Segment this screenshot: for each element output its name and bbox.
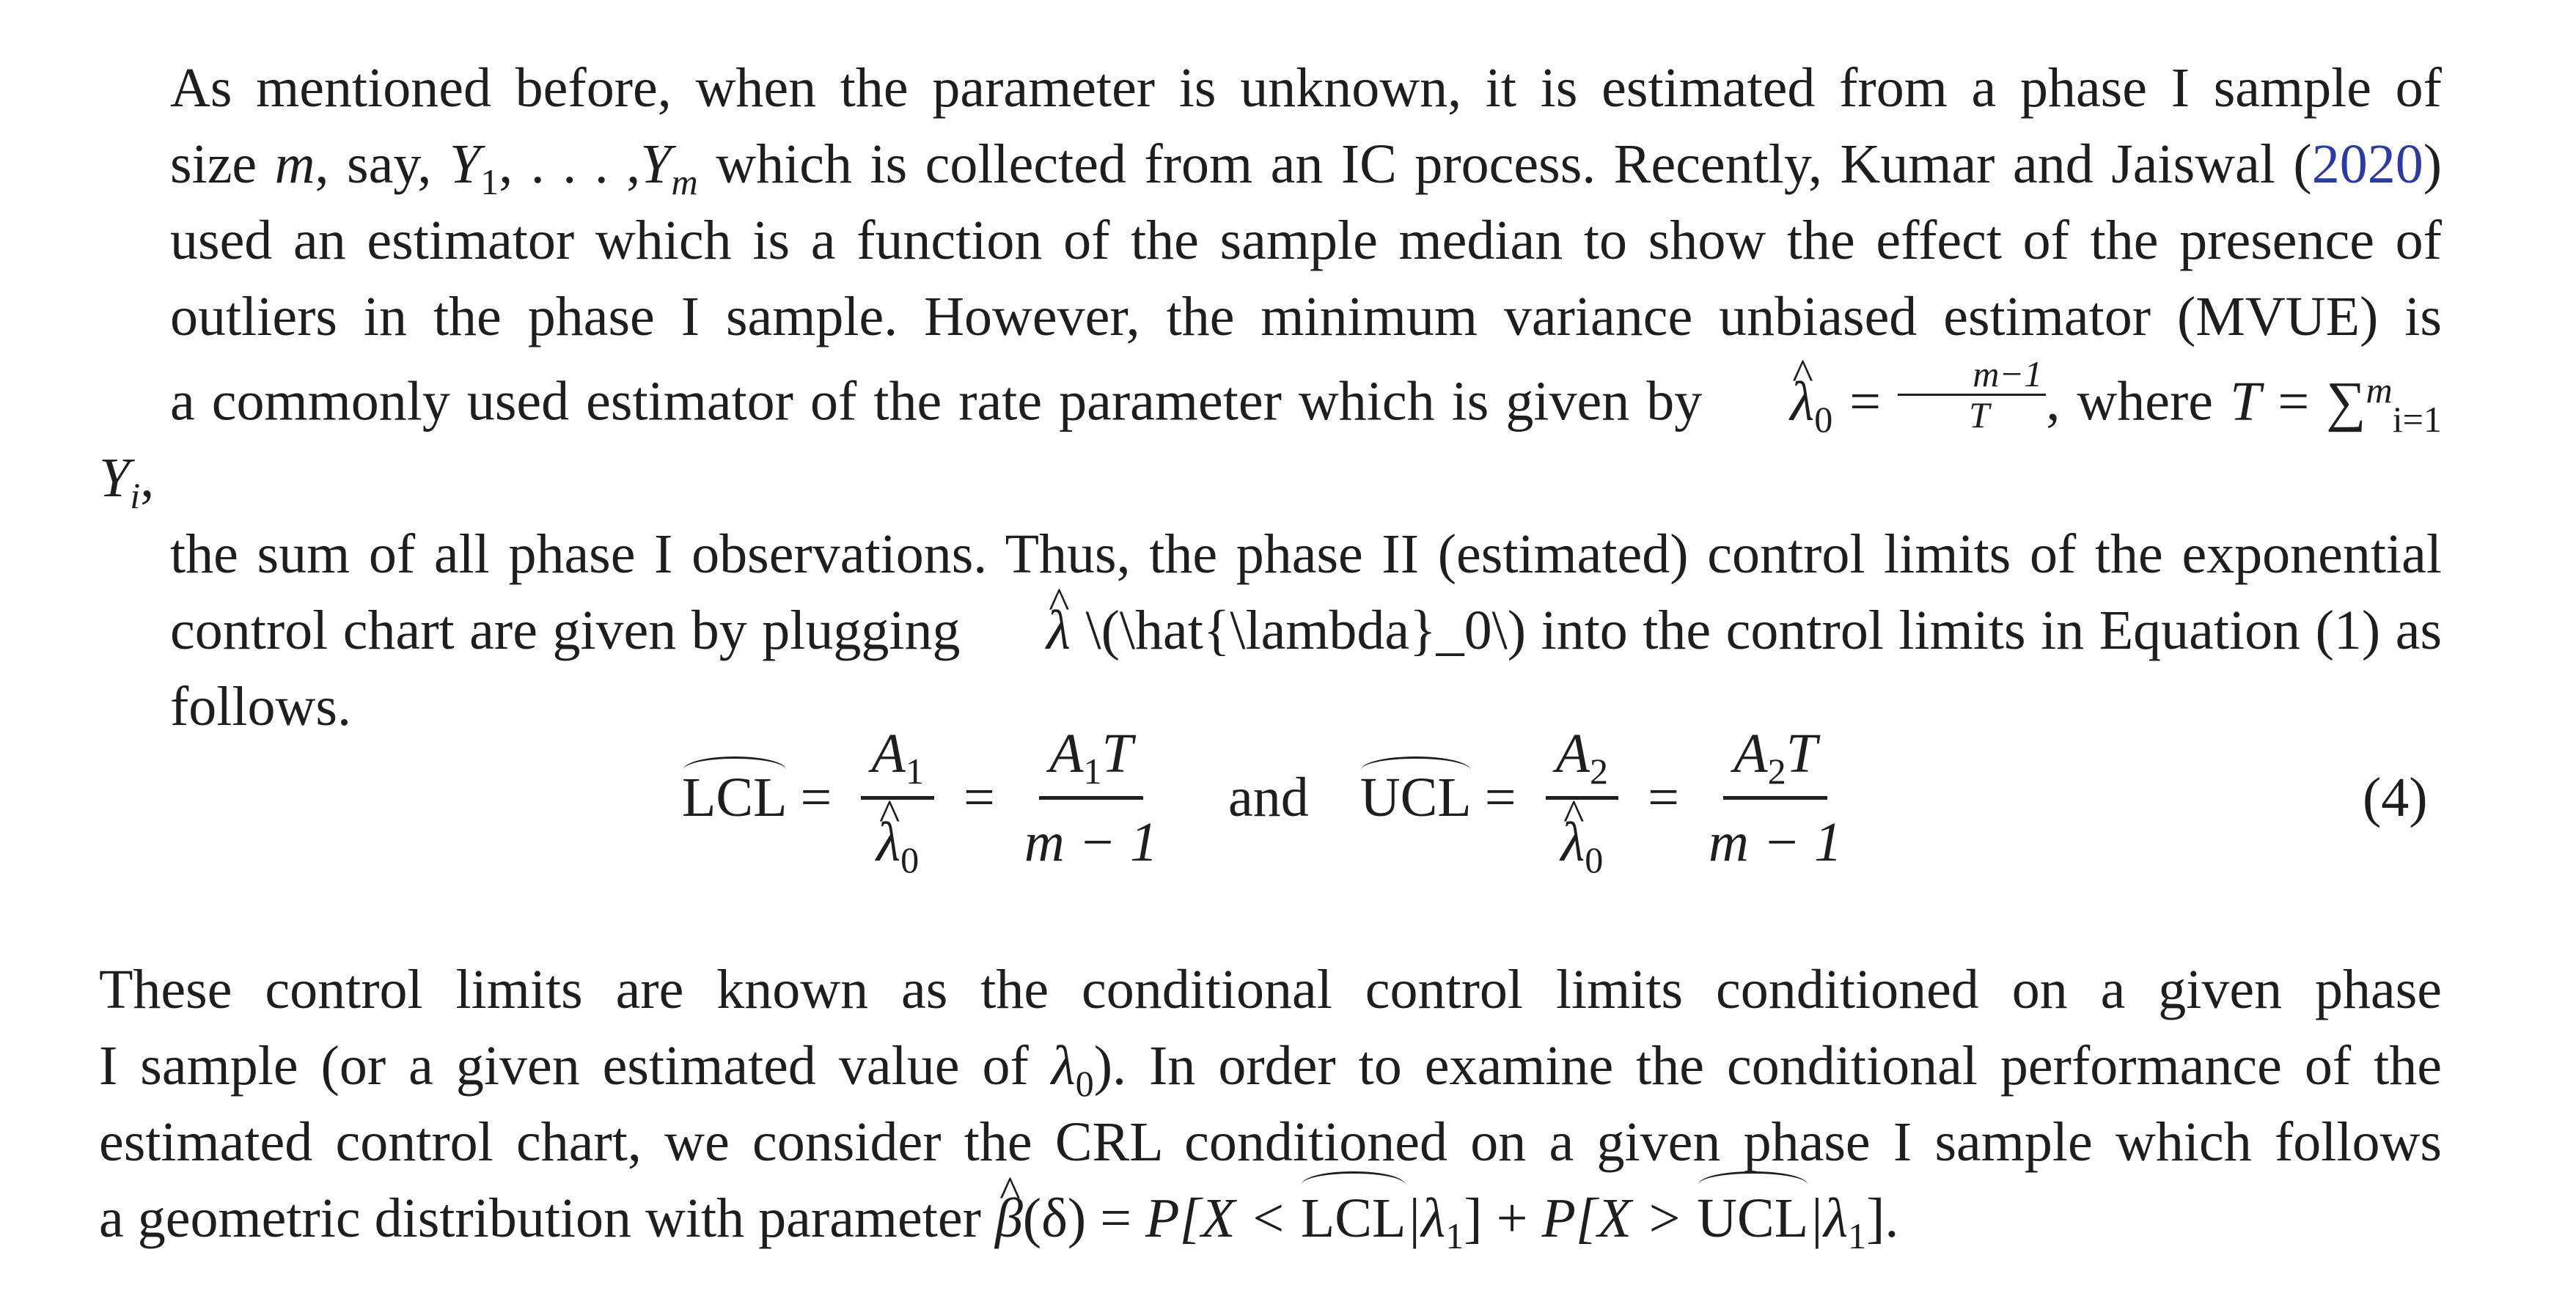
math-beta-hat: ^ β xyxy=(995,1180,1023,1256)
paragraph-conditional-limits xyxy=(99,951,2442,1256)
text-run: into the control limits in Equation (1) as xyxy=(1541,599,2443,661)
math-ucl-hat: UCL xyxy=(1697,1180,1808,1256)
text-line: follows. xyxy=(170,675,351,737)
text-line xyxy=(99,1180,2442,1256)
math-lambda-hat: ^ λ xyxy=(975,592,1071,669)
math-denominator: m − 1 xyxy=(1708,811,1843,873)
equation-body xyxy=(682,695,1858,900)
math-subscript: 2 xyxy=(1767,750,1786,792)
text-line xyxy=(99,355,2442,516)
math-run: [X > xyxy=(1575,1188,1698,1249)
math-fraction xyxy=(1546,717,1619,879)
math-subscript: 0 xyxy=(1075,1063,1094,1105)
math-denominator: m − 1 xyxy=(1024,811,1158,873)
math-numerator xyxy=(1039,717,1143,800)
math-lcl-hat: LCL xyxy=(682,766,788,828)
math-superscript: m xyxy=(2366,369,2393,410)
math-equals: = xyxy=(1832,370,1898,432)
math-fraction xyxy=(1024,717,1158,879)
text-run: ). In order to examine the conditional performance of the xyxy=(1093,1035,2442,1097)
text-line: estimated control chart, we consider the CRL conditioned on a given phase I sample which follows xyxy=(99,1111,2442,1173)
math-delta: (δ) = xyxy=(1022,1188,1146,1249)
math-A: A xyxy=(871,722,906,784)
display-equation-4 xyxy=(0,695,2576,915)
math-equals: = xyxy=(800,766,832,828)
math-sum-symbol: ∑ xyxy=(2326,370,2366,432)
math-Y: Y xyxy=(640,133,672,195)
math-A: A xyxy=(1733,722,1768,784)
math-run: ]. xyxy=(1866,1188,1899,1249)
math-lcl-hat: LCL xyxy=(1301,1180,1406,1256)
equation-and: and xyxy=(1228,766,1309,828)
text-run: control chart are given by plugging xyxy=(170,599,961,661)
math-subscript: m xyxy=(671,161,698,203)
math-subscript: 0 xyxy=(1585,839,1604,880)
math-T: T xyxy=(2230,370,2261,432)
math-numerator xyxy=(1723,717,1827,800)
math-lambda-hat: ^ λ xyxy=(1560,806,1585,879)
text-run: which is collected from an IC process. Recently, Kumar and Jaiswal ( xyxy=(716,133,2312,195)
math-inline-fraction xyxy=(1898,355,2046,434)
paragraph-estimation xyxy=(99,50,2442,745)
citation-link-2020[interactable]: 2020 xyxy=(2311,133,2423,195)
math-equals: = xyxy=(1484,766,1516,828)
math-beta-formula xyxy=(994,1188,1899,1257)
math-fraction xyxy=(1709,717,1842,879)
math-subscript: 1 xyxy=(1445,1215,1464,1257)
math-subscript: 0 xyxy=(1814,398,1833,440)
math-subscript: i xyxy=(130,474,141,516)
math-denominator xyxy=(1560,800,1603,879)
text-line xyxy=(99,1028,2442,1104)
raw-latex-text: \(\hat{\lambda}_0\) xyxy=(1085,599,1527,661)
equation-number: (4) xyxy=(2363,767,2428,828)
text-run: size xyxy=(170,133,257,195)
math-numerator: m−1 xyxy=(1898,355,2046,396)
math-subscript: 1 xyxy=(480,161,499,203)
text-line: the sum of all phase I observations. Thus, the phase II (estimated) control limits of the exponential xyxy=(170,523,2442,585)
math-equals: = xyxy=(1648,766,1679,828)
text-run: a commonly used estimator of the rate parameter which is given by xyxy=(170,370,1703,432)
math-lambda-hat: ^ λ xyxy=(876,806,900,879)
math-A: A xyxy=(1555,722,1590,784)
math-subscript: 1 xyxy=(1847,1215,1867,1257)
math-T: T xyxy=(1101,722,1133,784)
math-denominator xyxy=(876,800,919,879)
math-lambda: λ xyxy=(1051,1035,1076,1097)
text-line: These control limits are known as the conditional control limits conditioned on a given phase xyxy=(99,959,2442,1020)
math-equals: = xyxy=(2261,370,2327,432)
math-subscript: 2 xyxy=(1590,750,1609,792)
math-subscript: 1 xyxy=(1083,750,1102,792)
text-line xyxy=(99,592,2442,669)
math-sample-sequence xyxy=(449,133,698,203)
text-line xyxy=(99,126,2442,202)
math-lambda-hat: ^ λ xyxy=(1719,364,1814,440)
math-m: m xyxy=(274,133,315,195)
math-subscript: 0 xyxy=(900,839,920,880)
math-equals: = xyxy=(963,766,995,828)
text-line: As mentioned before, when the parameter is unknown, it is estimated from a phase I sample of xyxy=(170,57,2442,119)
text-run: a geometric distribution with parameter xyxy=(99,1188,981,1249)
math-run: |λ xyxy=(1406,1188,1446,1249)
math-P: P xyxy=(1541,1188,1576,1249)
math-run: ] + xyxy=(1464,1188,1542,1249)
text-run: I sample (or a given estimated value of xyxy=(99,1035,1029,1097)
math-ucl-hat: UCL xyxy=(1359,766,1472,828)
text-run: , xyxy=(140,446,155,509)
math-fraction xyxy=(861,717,934,879)
math-dots: , . . . , xyxy=(499,133,641,195)
text-run: ) xyxy=(2423,133,2443,195)
math-subscript: i=1 xyxy=(2392,398,2442,440)
math-T: T xyxy=(1786,722,1817,784)
math-Y: Y xyxy=(449,133,481,195)
math-subscript: 1 xyxy=(905,750,924,792)
math-A: A xyxy=(1049,722,1084,784)
text-run: , where xyxy=(2046,370,2214,432)
math-mvue-formula xyxy=(1719,353,2046,440)
math-Y: Y xyxy=(99,446,131,509)
math-run: [X < xyxy=(1179,1188,1301,1249)
math-P: P xyxy=(1145,1188,1180,1249)
text-line: used an estimator which is a function of the sample median to show the effect of the presence of xyxy=(170,210,2442,271)
math-denominator: T xyxy=(1969,394,1990,435)
text-run: , say, xyxy=(315,133,432,195)
text-line: outliers in the phase I sample. However, the minimum variance unbiased estimator (MVUE) is xyxy=(170,286,2442,347)
math-run: |λ xyxy=(1808,1188,1848,1249)
